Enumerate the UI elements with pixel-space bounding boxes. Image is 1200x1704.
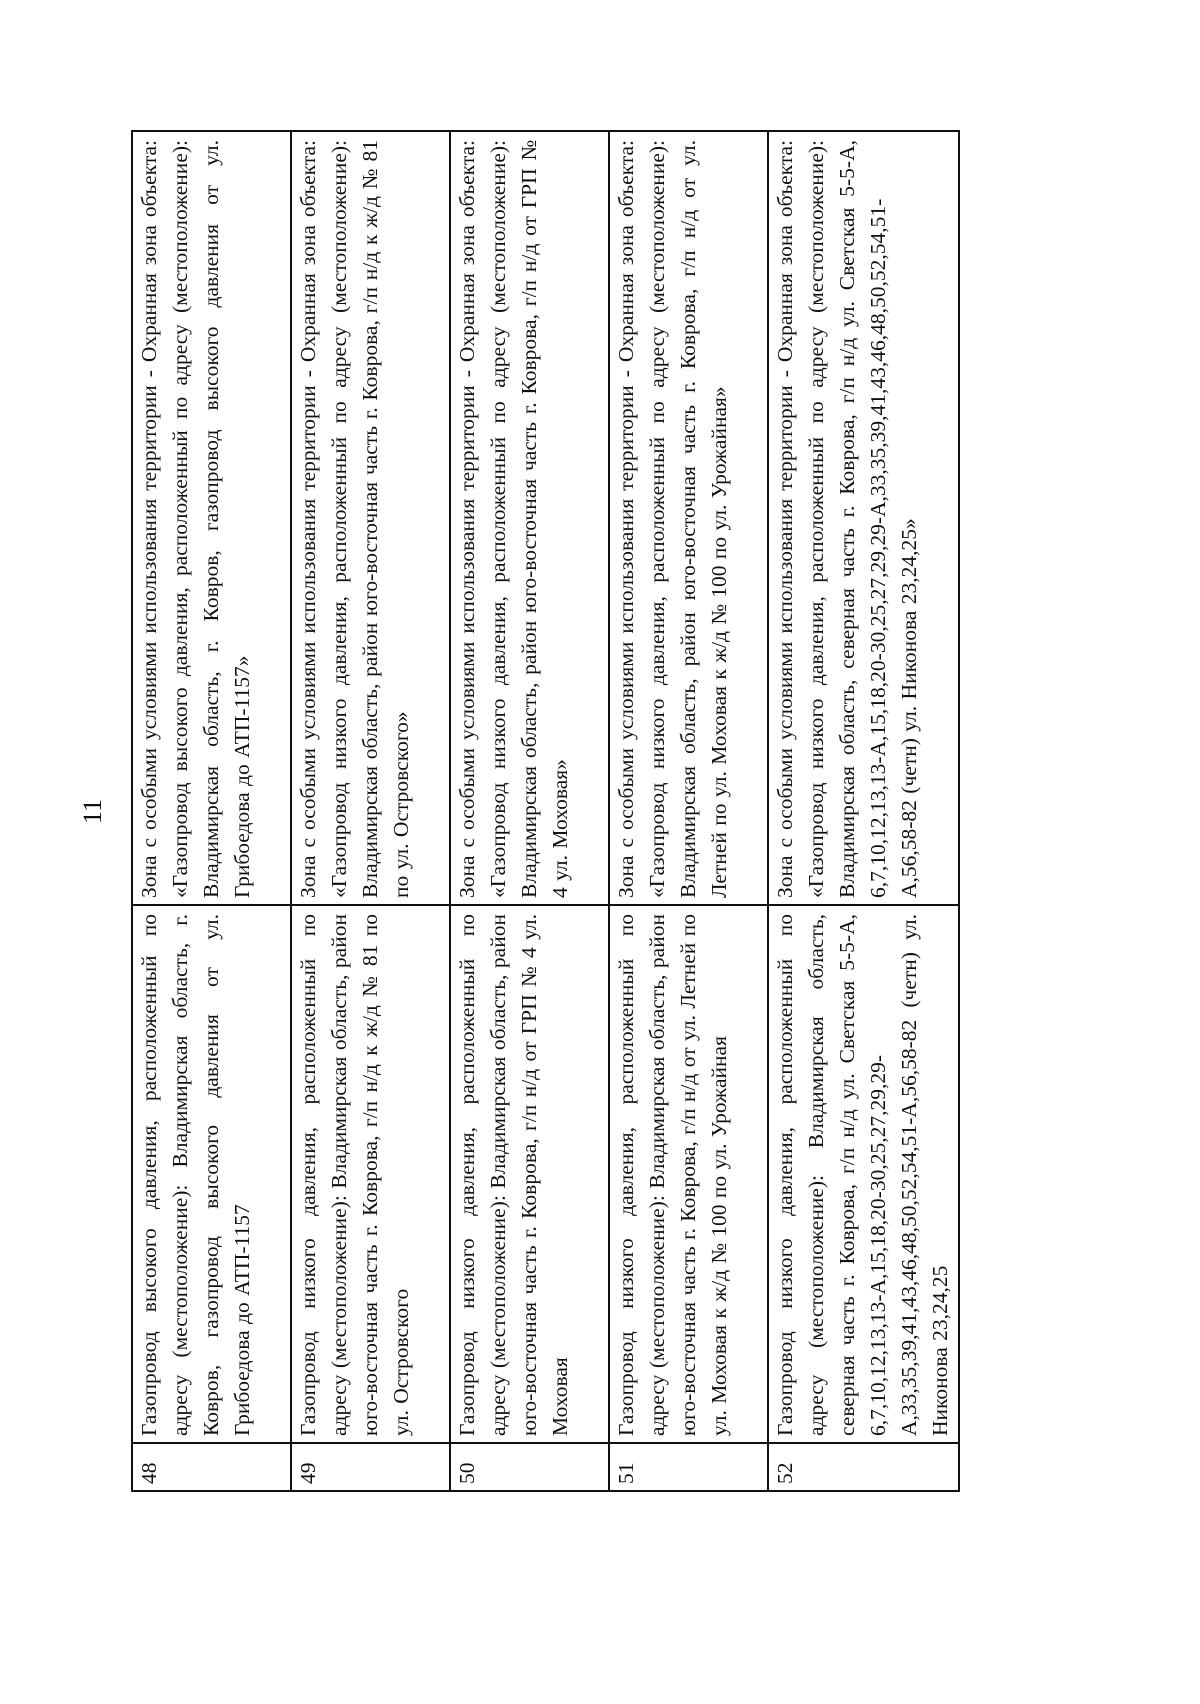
table-row xyxy=(132,131,291,1491)
objects-table xyxy=(131,130,960,1492)
object-description: Газопровод низкого давления, расположенный по адресу (местоположение): Владимирская область, район юго-восточная часть г. Коврова, г/п н/д от ул. Летней по ул. Моховая к ж/д № 100 по ул. Урожайная xyxy=(609,905,768,1443)
zone-description: Зона с особыми условиями использования территории - Охранная зона объекта: «Газопровод низкого давления, расположенный по адресу (местоположение): Владимирская область, северная часть г. Коврова, г/п н/д ул. Светская 5-5-А, 6,7,10,12,13,13-А,15,18,20-30,25,27,29,29-А,33,35,39,41,43,46,48,50,52,54,51-А,56,58-82 (четн) ул. Никонова 23,24,25» xyxy=(768,131,959,905)
row-number: 52 xyxy=(768,1443,959,1491)
table-row xyxy=(291,131,450,1491)
row-number: 48 xyxy=(132,1443,291,1491)
table-row xyxy=(450,131,609,1491)
table-row xyxy=(768,131,959,1491)
zone-description: Зона с особыми условиями использования территории - Охранная зона объекта: «Газопровод низкого давления, расположенный по адресу (местоположение): Владимирская область, район юго-восточная часть г. Коврова, г/п н/д от ГРП № 4 ул. Моховая» xyxy=(450,131,609,905)
zone-description: Зона с особыми условиями использования территории - Охранная зона объекта: «Газопровод низкого давления, расположенный по адресу (местоположение): Владимирская область, район юго-восточная часть г. Коврова, г/п н/д от ул. Летней по ул. Моховая к ж/д № 100 по ул. Урожайная» xyxy=(609,131,768,905)
row-number: 49 xyxy=(291,1443,450,1491)
table-row xyxy=(609,131,768,1491)
page-number: 11 xyxy=(78,798,107,824)
zone-description: Зона с особыми условиями использования территории - Охранная зона объекта: «Газопровод низкого давления, расположенный по адресу (местоположение): Владимирская область, район юго-восточная часть г. Коврова, г/п н/д к ж/д № 81 по ул. Островского» xyxy=(291,131,450,905)
object-description: Газопровод низкого давления, расположенный по адресу (местоположение): Владимирская область, район юго-восточная часть г. Коврова, г/п н/д к ж/д № 81 по ул. Островского xyxy=(291,905,450,1443)
object-description: Газопровод низкого давления, расположенный по адресу (местоположение): Владимирская область, северная часть г. Коврова, г/п н/д ул. Светская 5-5-А, 6,7,10,12,13,13-А,15,18,20-30,25,27,29,29-А,33,35,39,41,43,46,48,50,52,54,51-А,56,58-82 (четн) ул. Никонова 23,24,25 xyxy=(768,905,959,1443)
row-number: 51 xyxy=(609,1443,768,1491)
object-description: Газопровод высокого давления, расположенный по адресу (местоположение): Владимирская область, г. Ковров, газопровод высокого давления от ул. Грибоедова до АТП-1157 xyxy=(132,905,291,1443)
row-number: 50 xyxy=(450,1443,609,1491)
rotated-page xyxy=(6,0,1200,1704)
object-description: Газопровод низкого давления, расположенный по адресу (местоположение): Владимирская область, район юго-восточная часть г. Коврова, г/п н/д от ГРП № 4 ул. Моховая xyxy=(450,905,609,1443)
zone-description: Зона с особыми условиями использования территории - Охранная зона объекта: «Газопровод высокого давления, расположенный по адресу (местоположение): Владимирская область, г. Ковров, газопровод высокого давления от ул. Грибоедова до АТП-1157» xyxy=(132,131,291,905)
